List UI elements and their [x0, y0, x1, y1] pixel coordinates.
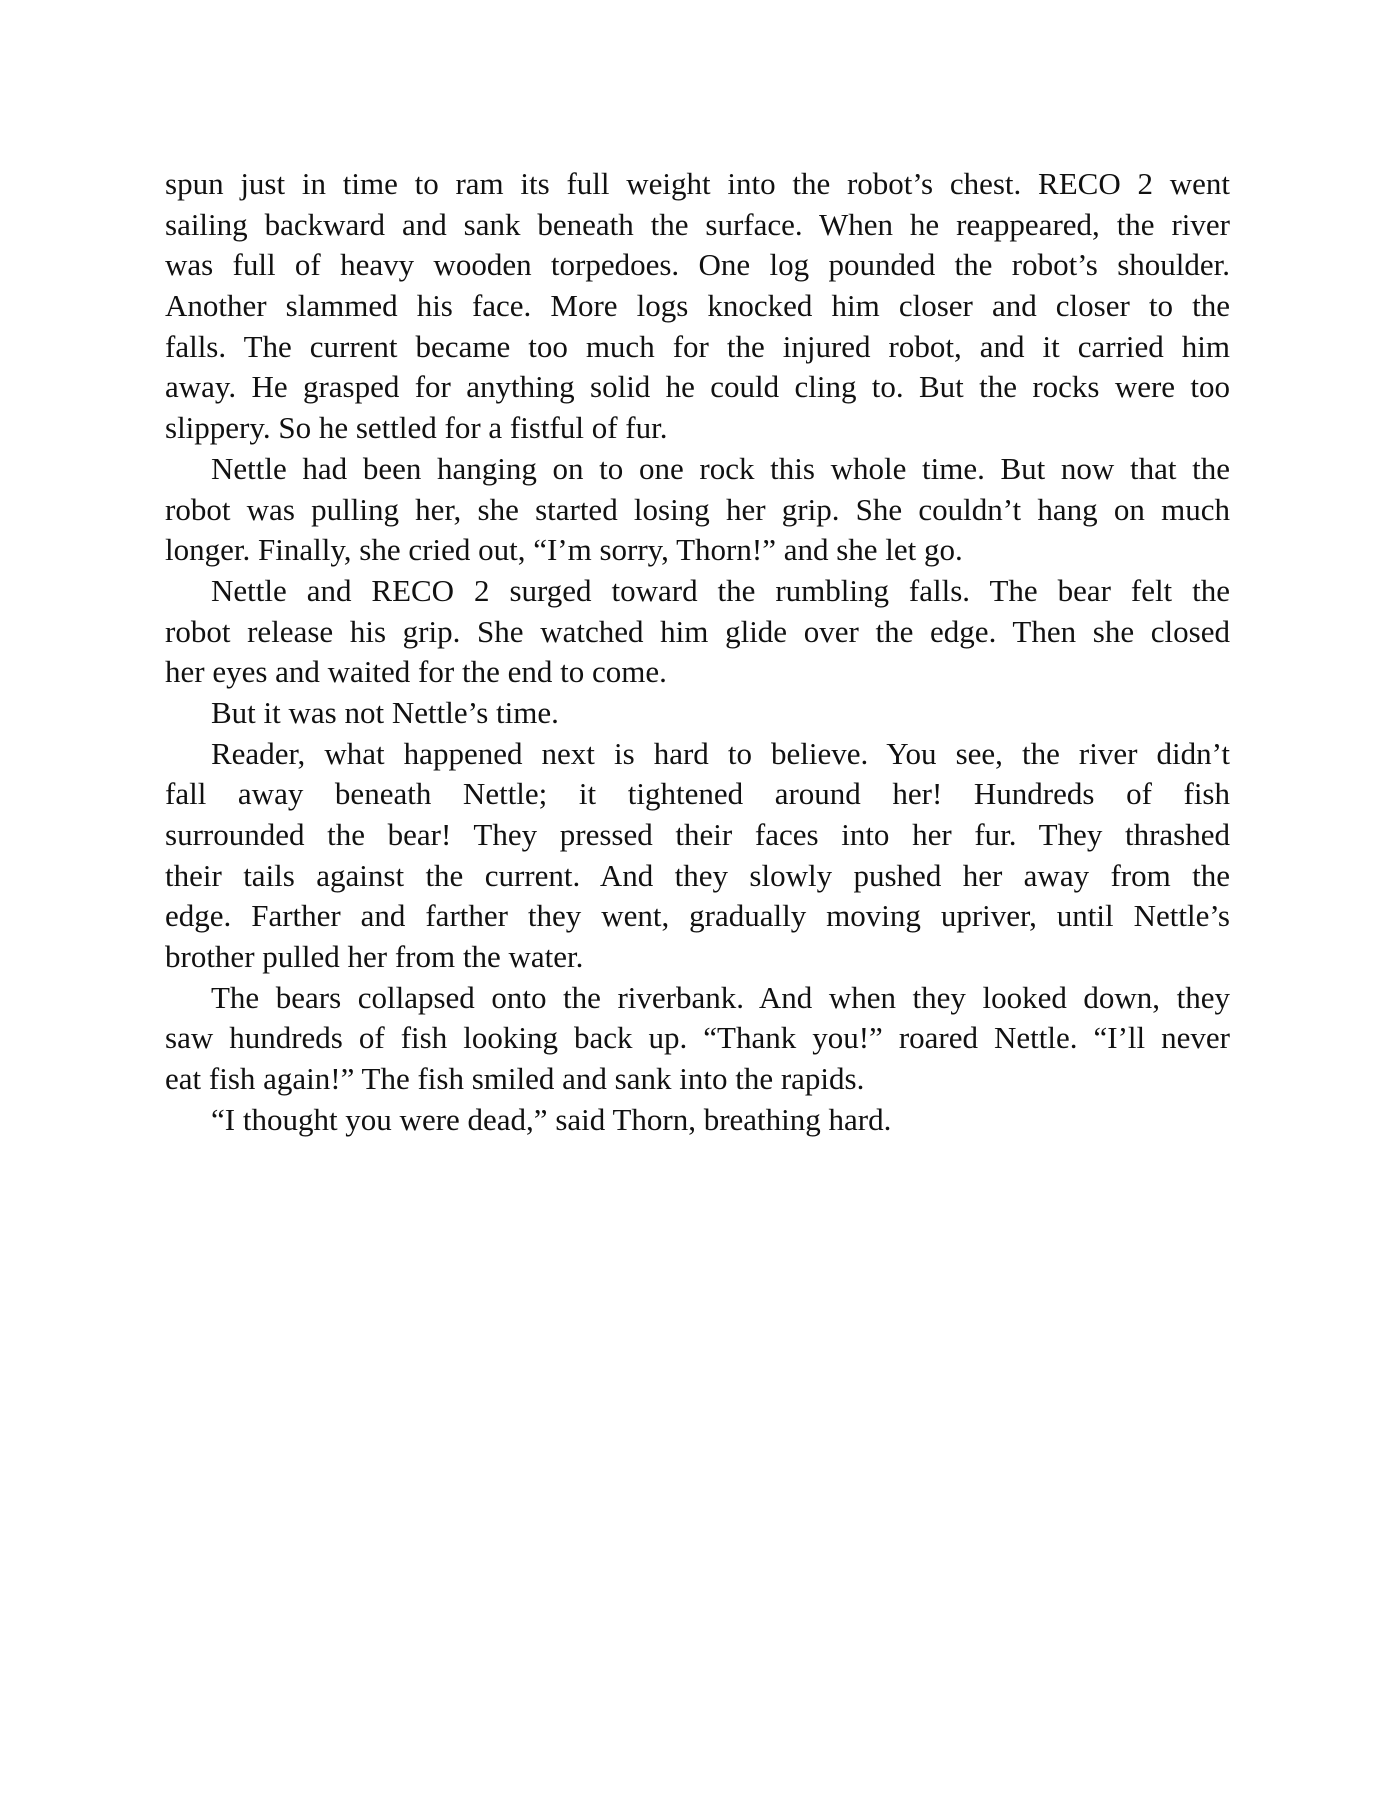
paragraph [165, 571, 1230, 693]
text-line: their tails against the current. And they slowly pushed her away from the [165, 857, 1230, 893]
paragraph [165, 734, 1230, 978]
text-line: edge. Farther and farther they went, gradually moving upriver, until Nettle’s [165, 898, 1230, 934]
paragraph [165, 164, 1230, 449]
text-line: robot release his grip. She watched him glide over the edge. Then she closed [165, 613, 1230, 649]
text-line: robot was pulling her, she started losing her grip. She couldn’t hang on much [165, 491, 1230, 527]
text-line: Nettle had been hanging on to one rock this whole time. But now that the [211, 450, 1230, 486]
text-line: Reader, what happened next is hard to believe. You see, the river didn’t [211, 735, 1230, 771]
text-line: eat fish again!” The fish smiled and sank into the rapids. [165, 1061, 865, 1097]
text-line: surrounded the bear! They pressed their faces into her fur. They thrashed [165, 817, 1230, 852]
text-line: Another slammed his face. More logs knocked him closer and closer to the [165, 288, 1230, 324]
text-line: Nettle and RECO 2 surged toward the rumbling falls. The bear felt the [211, 572, 1230, 608]
text-line: brother pulled her from the water. [165, 939, 584, 975]
text-line: The bears collapsed onto the riverbank. And when they looked down, they [211, 979, 1230, 1015]
paragraph [165, 449, 1230, 571]
text-line: falls. The current became too much for the injured robot, and it carried him [165, 328, 1230, 364]
paragraph [165, 693, 1230, 734]
text-line: slippery. So he settled for a fistful of fur. [165, 410, 668, 446]
text-line: But it was not Nettle’s time. [211, 694, 559, 730]
text-line: sailing backward and sank beneath the surface. When he reappeared, the river [165, 206, 1230, 242]
text-line: her eyes and waited for the end to come. [165, 654, 667, 690]
paragraph [165, 978, 1230, 1100]
book-page-text [165, 164, 1230, 1141]
text-line: was full of heavy wooden torpedoes. One log pounded the robot’s shoulder. [165, 247, 1230, 283]
text-line: “I thought you were dead,” said Thorn, breathing hard. [211, 1101, 892, 1137]
text-line: longer. Finally, she cried out, “I’m sorry, Thorn!” and she let go. [165, 532, 963, 568]
text-line: spun just in time to ram its full weight into the robot’s chest. RECO 2 went [165, 166, 1230, 201]
text-line: fall away beneath Nettle; it tightened around her! Hundreds of fish [165, 776, 1230, 812]
paragraph [165, 1100, 1230, 1141]
text-line: saw hundreds of fish looking back up. “Thank you!” roared Nettle. “I’ll never [165, 1020, 1230, 1056]
text-line: away. He grasped for anything solid he could cling to. But the rocks were too [165, 369, 1230, 405]
